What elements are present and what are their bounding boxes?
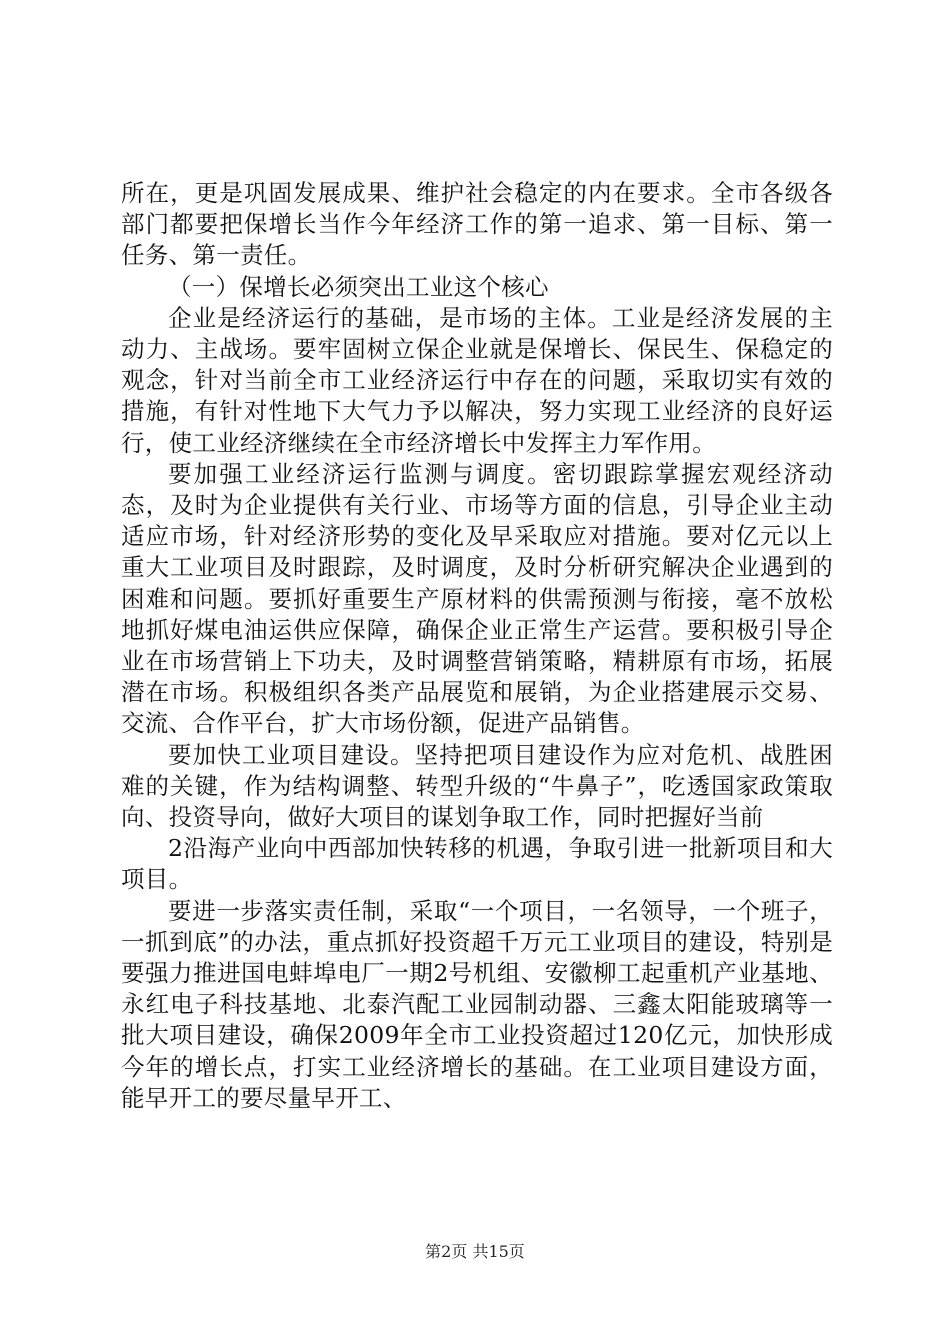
paragraph-industry-core: 企业是经济运行的基础，是市场的主体。工业是经济发展的主动力、主战场。要牢固树立保企业就是保增长、保民生、保稳定的观念，针对当前全市工业经济运行中存在的问题，采取切实有效的措施，有针对性地下大气力予以解决，努力实现工业经济的良好运行，使工业经济继续在全市经济增长中发挥主力军作用。 xyxy=(121,303,833,457)
paragraph-monitoring: 要加强工业经济运行监测与调度。密切跟踪掌握宏观经济动态，及时为企业提供有关行业、市场等方面的信息，引导企业主动适应市场，针对经济形势的变化及早采取应对措施。要对亿元以上重大工业项目及时跟踪，及时调度，及时分析研究解决企业遇到的困难和问题。要抓好重要生产原材料的供需预测与衔接，毫不放松地抓好煤电油运供应保障，确保企业正常生产运营。要积极引导企业在市场营销上下功夫，及时调整营销策略，精耕原有市场，拓展潜在市场。积极组织各类产品展览和展销，为企业搭建展示交易、交流、合作平台，扩大市场份额，促进产品销售。 xyxy=(121,459,833,738)
paragraph-project-construction: 要加快工业项目建设。坚持把项目建设作为应对危机、战胜困难的关键，作为结构调整、转型升级的“牛鼻子”，吃透国家政策取向、投资导向，做好大项目的谋划争取工作，同时把握好当前 xyxy=(121,740,833,832)
paragraph-coastal-transfer: 2沿海产业向中西部加快转移的机遇，争取引进一批新项目和大项目。 xyxy=(121,834,833,894)
document-body xyxy=(121,178,833,1114)
paragraph-continuation: 所在，更是巩固发展成果、维护社会稳定的内在要求。全市各级各部门都要把保增长当作今年经济工作的第一追求、第一目标、第一任务、第一责任。 xyxy=(121,179,833,270)
page-number-footer: 第2页 共15页 xyxy=(425,1242,525,1261)
section-heading: （一）保增长必须突出工业这个核心 xyxy=(168,272,549,301)
paragraph-responsibility: 要进一步落实责任制，采取“一个项目，一名领导，一个班子，一抓到底”的办法，重点抓好投资超千万元工业项目的建设，特别是要强力推进国电蚌埠电厂一期2号机组、安徽柳工起重机产业基地、永红电子科技基地、北泰汽配工业园制动器、三鑫太阳能玻璃等一批大项目建设，确保2009年全市工业投资超过120亿元，加快形成今年的增长点，打实工业经济增长的基础。在工业项目建设方面，能早开工的要尽量早开工、 xyxy=(121,896,833,1112)
